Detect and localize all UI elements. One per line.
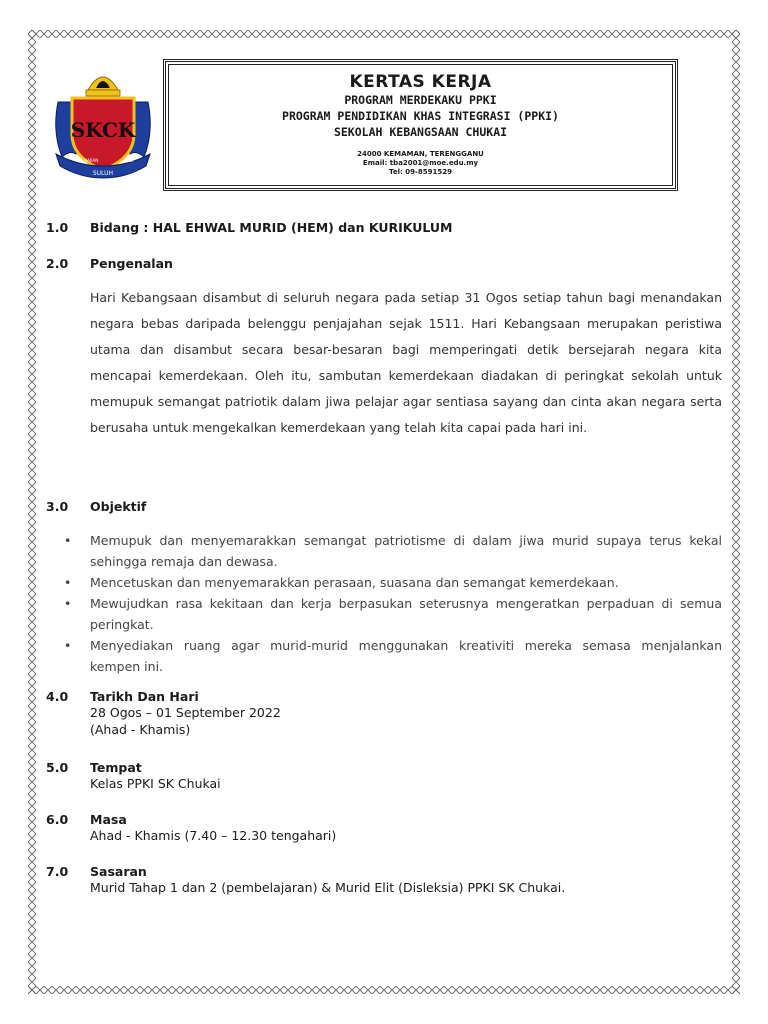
logo-motto: SULUH (92, 170, 114, 177)
document-title: KERTAS KERJA (349, 72, 492, 92)
section-heading: Objektif (90, 499, 147, 514)
section-bidang (46, 220, 726, 235)
school-address: 24000 KEMAMAN, TERENGGANU (357, 150, 484, 158)
list-item: • Menyediakan ruang agar murid-murid menggunakan kreativiti mereka semasa menjalankan kempen ini. (62, 635, 722, 677)
program-name: PROGRAM MERDEKAKU PPKI (344, 93, 497, 107)
section-tempat (46, 760, 726, 792)
section-heading: Bidang : HAL EHWAL MURID (HEM) dan KURIKULUM (90, 220, 453, 235)
list-item: • Mencetuskan dan menyemarakkan perasaan, suasana dan semangat kemerdekaan. (62, 572, 722, 593)
event-venue: Kelas PPKI SK Chukai (90, 776, 221, 791)
ribbon-left-text: PELAJARAN (76, 158, 99, 163)
target-participants: Murid Tahap 1 dan 2 (pembelajaran) & Murid Elit (Disleksia) PPKI SK Chukai. (90, 880, 566, 895)
school-tel: Tel: 09-8591529 (389, 168, 452, 176)
school-name: SEKOLAH KEBANGSAAN CHUKAI (333, 125, 508, 139)
section-heading: Tempat (90, 760, 142, 775)
section-heading: Pengenalan (90, 256, 173, 271)
logo-initials: SKCK (70, 118, 136, 142)
section-number: 1.0 (46, 220, 69, 235)
section-objektif (46, 499, 726, 514)
program-full-name: PROGRAM PENDIDIKAN KHAS INTEGRASI (PPKI) (282, 109, 559, 123)
ribbon-right-text: PROF (124, 158, 135, 163)
section-heading: Tarikh Dan Hari (90, 689, 199, 704)
section-number: 3.0 (46, 499, 69, 514)
section-pengenalan (46, 256, 726, 271)
section-number: 6.0 (46, 812, 69, 827)
section-tarikh (46, 689, 726, 738)
objective-list (62, 530, 722, 677)
school-email: Email: tba2001@moe.edu.my (362, 159, 479, 167)
section-number: 2.0 (46, 256, 69, 271)
section-number: 4.0 (46, 689, 69, 704)
event-date: 28 Ogos – 01 September 2022 (90, 705, 281, 720)
list-item: • Memupuk dan menyemarakkan semangat patriotisme di dalam jiwa murid supaya terus kekal sehingga remaja dan dewasa. (62, 530, 722, 572)
event-days: (Ahad - Khamis) (90, 722, 191, 737)
section-sasaran (46, 864, 726, 896)
section-number: 5.0 (46, 760, 69, 775)
school-crest-logo (48, 62, 158, 182)
introduction-paragraph: Hari Kebangsaan disambut di seluruh negara pada setiap 31 Ogos setiap tahun bagi menandakan negara bebas daripada belenggu penjajahan sejak 1511. Hari Kebangsaan merupakan peristiwa utama dan disambut secara besar-besaran bagi memperingati detik bersejarah negara kita mencapai kemerdekaan. Oleh itu, sambutan kemerdekaan diadakan di peringkat sekolah untuk memupuk semangat patriotik dalam jiwa pelajar agar sentiasa sayang dan cinta akan negara serta berusaha untuk mengekalkan kemerdekaan yang telah kita capai pada hari ini. (90, 290, 722, 436)
section-masa (46, 812, 726, 844)
section-heading: Masa (90, 812, 127, 827)
section-number: 7.0 (46, 864, 69, 879)
header-box (163, 59, 678, 191)
section-heading: Sasaran (90, 864, 147, 879)
event-time: Ahad - Khamis (7.40 – 12.30 tengahari) (90, 828, 337, 843)
list-item: • Mewujudkan rasa kekitaan dan kerja berpasukan seterusnya mengeratkan perpaduan di semua peringkat. (62, 593, 722, 635)
